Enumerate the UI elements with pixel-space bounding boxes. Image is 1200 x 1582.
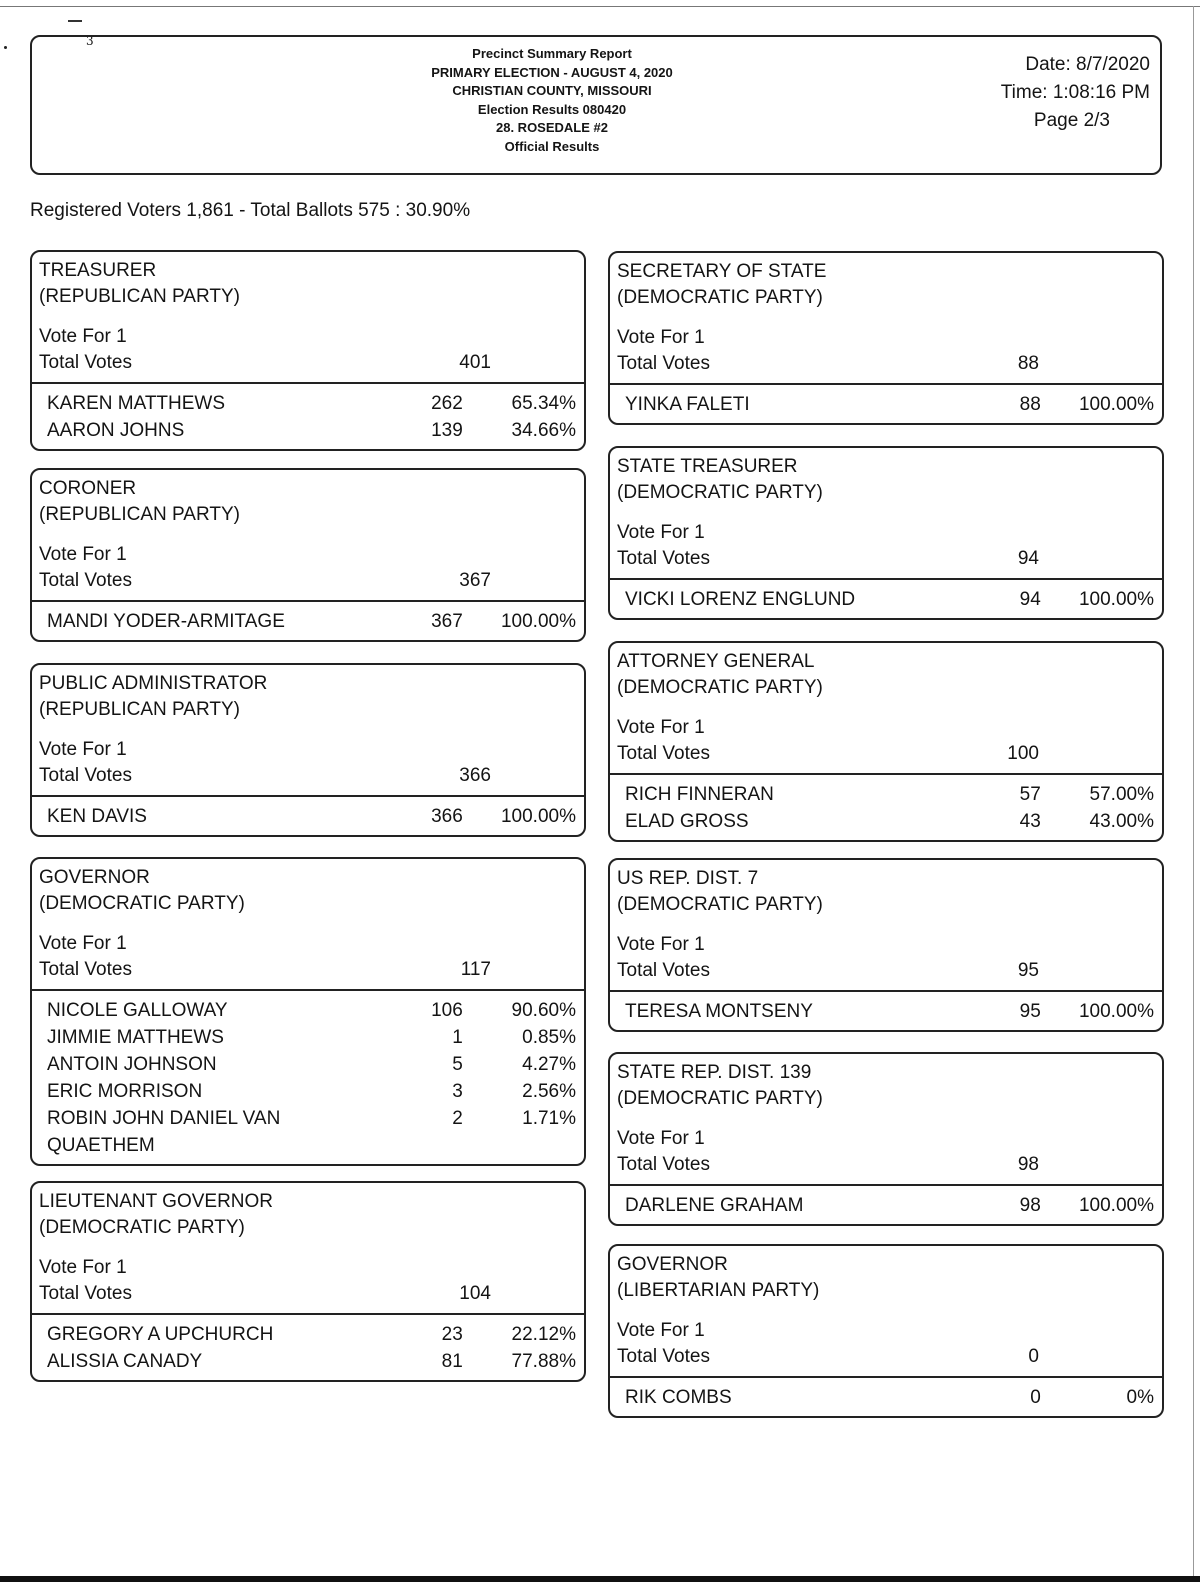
candidate-name: RICH FINNERAN (625, 784, 774, 805)
candidate-name: NICOLE GALLOWAY (47, 1000, 228, 1021)
candidate-list (32, 384, 584, 449)
candidate-row (47, 1051, 576, 1078)
candidate-name: TERESA MONTSENY (625, 1001, 813, 1022)
candidate-row (625, 781, 1154, 808)
candidate-votes: 1 (452, 1027, 463, 1048)
race-office: LIEUTENANT GOVERNOR (39, 1191, 274, 1212)
page-right-edge (1193, 6, 1194, 1576)
race-box (608, 251, 1164, 425)
results-status: Official Results (504, 138, 600, 154)
report-time: Time: 1:08:16 PM (1000, 82, 1150, 103)
candidate-percent: 2.56% (522, 1081, 576, 1102)
candidate-list (610, 385, 1162, 423)
candidate-name: GREGORY A UPCHURCH (47, 1324, 274, 1345)
scan-speck (4, 46, 7, 49)
vote-for-label: Vote For 1 (617, 327, 705, 348)
race-box (608, 1052, 1164, 1226)
candidate-percent: 57.00% (1089, 784, 1154, 805)
total-votes-label: Total Votes (39, 570, 132, 591)
candidate-row (47, 1132, 576, 1159)
candidate-row (47, 417, 576, 444)
candidate-row (625, 1384, 1154, 1411)
total-votes-row (617, 351, 1154, 377)
race-header (32, 252, 584, 382)
candidate-votes: 367 (431, 611, 463, 632)
report-date: Date: 8/7/2020 (1025, 54, 1150, 75)
race-office: GOVERNOR (39, 867, 150, 888)
candidate-name: JIMMIE MATTHEWS (47, 1027, 224, 1048)
race-party: (DEMOCRATIC PARTY) (39, 1217, 245, 1238)
candidate-list (610, 1186, 1162, 1224)
candidate-votes: 106 (431, 1000, 463, 1021)
candidate-votes: 0 (1030, 1387, 1041, 1408)
race-box (30, 857, 586, 1166)
candidate-name: MANDI YODER-ARMITAGE (47, 611, 285, 632)
candidate-row (47, 1078, 576, 1105)
candidate-votes: 94 (1019, 589, 1041, 610)
candidate-votes: 139 (431, 420, 463, 441)
candidate-name: ERIC MORRISON (47, 1081, 203, 1102)
race-office: ATTORNEY GENERAL (617, 651, 815, 672)
county-name: CHRISTIAN COUNTY, MISSOURI (452, 83, 652, 98)
race-box (30, 468, 586, 642)
report-title: Precinct Summary Report (472, 46, 632, 61)
race-header (32, 470, 584, 600)
candidate-name: AARON JOHNS (47, 420, 185, 441)
total-votes-value: 100 (1007, 743, 1039, 764)
candidate-percent: 100.00% (1078, 1001, 1154, 1022)
total-votes-value: 401 (459, 352, 491, 373)
candidate-row (47, 997, 576, 1024)
race-office: PUBLIC ADMINISTRATOR (39, 673, 268, 694)
candidate-list (32, 602, 584, 640)
race-box (30, 250, 586, 451)
candidate-percent: 22.12% (511, 1324, 576, 1345)
report-meta (1001, 51, 1150, 135)
race-header (610, 1246, 1162, 1376)
report-header (30, 35, 1162, 175)
candidate-name: ELAD GROSS (625, 811, 749, 832)
total-votes-label: Total Votes (39, 765, 132, 786)
race-party: (DEMOCRATIC PARTY) (617, 482, 823, 503)
race-party: (REPUBLICAN PARTY) (39, 504, 240, 525)
candidate-row (47, 1105, 576, 1132)
race-party: (REPUBLICAN PARTY) (39, 286, 240, 307)
candidate-list (610, 992, 1162, 1030)
candidate-votes: 23 (441, 1324, 463, 1345)
race-office: SECRETARY OF STATE (617, 261, 827, 282)
candidate-row (625, 1192, 1154, 1219)
candidate-votes: 366 (431, 806, 463, 827)
registration-summary: Registered Voters 1,861 - Total Ballots 575 : 30.90% (30, 200, 471, 221)
race-party: (DEMOCRATIC PARTY) (617, 287, 823, 308)
race-header (32, 1183, 584, 1313)
total-votes-value: 366 (459, 765, 491, 786)
race-box (608, 641, 1164, 842)
vote-for-label: Vote For 1 (617, 1128, 705, 1149)
candidate-votes: 2 (452, 1108, 463, 1129)
total-votes-value: 95 (1017, 960, 1039, 981)
candidate-list (610, 775, 1162, 840)
vote-for-label: Vote For 1 (39, 326, 127, 347)
candidate-row (47, 608, 576, 635)
candidate-name: QUAETHEM (47, 1135, 155, 1156)
candidate-votes: 95 (1019, 1001, 1041, 1022)
candidate-row (47, 390, 576, 417)
candidate-votes: 3 (452, 1081, 463, 1102)
candidate-row (47, 1321, 576, 1348)
candidate-name: DARLENE GRAHAM (625, 1195, 804, 1216)
race-party: (DEMOCRATIC PARTY) (617, 894, 823, 915)
vote-for-label: Vote For 1 (617, 717, 705, 738)
candidate-percent: 90.60% (511, 1000, 576, 1021)
candidate-votes: 262 (431, 393, 463, 414)
race-box (30, 663, 586, 837)
total-votes-value: 104 (459, 1283, 491, 1304)
race-office: TREASURER (39, 260, 157, 281)
total-votes-label: Total Votes (39, 352, 132, 373)
report-heading (332, 45, 772, 156)
total-votes-row (617, 1344, 1154, 1370)
race-party: (DEMOCRATIC PARTY) (39, 893, 245, 914)
candidate-percent: 1.71% (522, 1108, 576, 1129)
candidate-percent: 34.66% (511, 420, 576, 441)
race-office: STATE TREASURER (617, 456, 798, 477)
race-box (608, 858, 1164, 1032)
candidate-votes: 81 (441, 1351, 463, 1372)
candidate-list (32, 991, 584, 1164)
total-votes-row (617, 546, 1154, 572)
total-votes-label: Total Votes (39, 959, 132, 980)
results-id: Election Results 080420 (477, 101, 627, 117)
vote-for-label: Vote For 1 (617, 1320, 705, 1341)
race-box (608, 1244, 1164, 1418)
total-votes-value: 88 (1017, 353, 1039, 374)
precinct-name: 28. ROSEDALE #2 (496, 120, 608, 135)
total-votes-label: Total Votes (617, 353, 710, 374)
total-votes-row (617, 741, 1154, 767)
candidate-votes: 5 (452, 1054, 463, 1075)
race-header (610, 448, 1162, 578)
candidate-percent: 100.00% (1078, 1195, 1154, 1216)
candidate-percent: 4.27% (522, 1054, 576, 1075)
race-party: (DEMOCRATIC PARTY) (617, 677, 823, 698)
election-name: PRIMARY ELECTION - AUGUST 4, 2020 (431, 64, 673, 80)
total-votes-row (39, 1281, 576, 1307)
race-header (610, 860, 1162, 990)
race-header (32, 665, 584, 795)
race-office: STATE REP. DIST. 139 (617, 1062, 812, 1083)
vote-for-label: Vote For 1 (617, 522, 705, 543)
race-party: (LIBERTARIAN PARTY) (617, 1280, 820, 1301)
total-votes-row (39, 957, 576, 983)
vote-for-label: Vote For 1 (39, 933, 127, 954)
total-votes-label: Total Votes (617, 960, 710, 981)
candidate-list (32, 1315, 584, 1380)
candidate-name: RIK COMBS (625, 1387, 732, 1408)
candidate-row (625, 391, 1154, 418)
candidate-percent (463, 1132, 576, 1159)
vote-for-label: Vote For 1 (617, 934, 705, 955)
candidate-votes (369, 1132, 463, 1159)
total-votes-label: Total Votes (39, 1283, 132, 1304)
race-party: (REPUBLICAN PARTY) (39, 699, 240, 720)
candidate-row (625, 586, 1154, 613)
candidate-percent: 0% (1126, 1387, 1154, 1408)
page-bottom-edge (0, 1576, 1200, 1582)
candidate-row (625, 998, 1154, 1025)
candidate-percent: 100.00% (1078, 589, 1154, 610)
candidate-name: KEN DAVIS (47, 806, 147, 827)
total-votes-row (39, 763, 576, 789)
total-votes-row (617, 1152, 1154, 1178)
candidate-percent: 65.34% (511, 393, 576, 414)
candidate-row (47, 803, 576, 830)
total-votes-value: 117 (460, 959, 491, 980)
vote-for-label: Vote For 1 (39, 1257, 127, 1278)
candidate-name: KAREN MATTHEWS (47, 393, 226, 414)
race-box (30, 1181, 586, 1382)
total-votes-row (617, 958, 1154, 984)
total-votes-value: 98 (1017, 1154, 1039, 1175)
race-party: (DEMOCRATIC PARTY) (617, 1088, 823, 1109)
candidate-votes: 57 (1019, 784, 1041, 805)
candidate-list (610, 580, 1162, 618)
total-votes-row (39, 350, 576, 376)
candidate-percent: 77.88% (511, 1351, 576, 1372)
total-votes-value: 94 (1017, 548, 1039, 569)
candidate-row (625, 808, 1154, 835)
page-number: Page 2/3 (1033, 110, 1110, 131)
total-votes-label: Total Votes (617, 1154, 710, 1175)
race-header (610, 253, 1162, 383)
page-top-edge (0, 6, 1200, 7)
vote-for-label: Vote For 1 (39, 739, 127, 760)
candidate-name: ANTOIN JOHNSON (47, 1054, 217, 1075)
total-votes-label: Total Votes (617, 548, 710, 569)
candidate-percent: 0.85% (522, 1027, 576, 1048)
candidate-row (47, 1024, 576, 1051)
race-office: US REP. DIST. 7 (617, 868, 759, 889)
total-votes-row (39, 568, 576, 594)
candidate-percent: 100.00% (500, 806, 576, 827)
total-votes-label: Total Votes (617, 1346, 710, 1367)
candidate-name: VICKI LORENZ ENGLUND (625, 589, 856, 610)
race-header (32, 859, 584, 989)
candidate-percent: 43.00% (1089, 811, 1154, 832)
race-office: CORONER (39, 478, 137, 499)
candidate-votes: 43 (1019, 811, 1041, 832)
candidate-percent: 100.00% (500, 611, 576, 632)
candidate-percent: 100.00% (1078, 394, 1154, 415)
race-box (608, 446, 1164, 620)
candidate-name: YINKA FALETI (625, 394, 750, 415)
candidate-name: ROBIN JOHN DANIEL VAN (47, 1108, 281, 1129)
race-header (610, 1054, 1162, 1184)
scan-mark-line (68, 20, 82, 22)
candidate-list (610, 1378, 1162, 1416)
candidate-votes: 98 (1019, 1195, 1041, 1216)
vote-for-label: Vote For 1 (39, 544, 127, 565)
total-votes-value: 0 (1028, 1346, 1039, 1367)
race-office: GOVERNOR (617, 1254, 728, 1275)
total-votes-value: 367 (459, 570, 491, 591)
total-votes-label: Total Votes (617, 743, 710, 764)
scan-mark: 3 (86, 34, 94, 48)
candidate-votes: 88 (1019, 394, 1041, 415)
race-header (610, 643, 1162, 773)
candidate-name: ALISSIA CANADY (47, 1351, 203, 1372)
candidate-list (32, 797, 584, 835)
candidate-row (47, 1348, 576, 1375)
